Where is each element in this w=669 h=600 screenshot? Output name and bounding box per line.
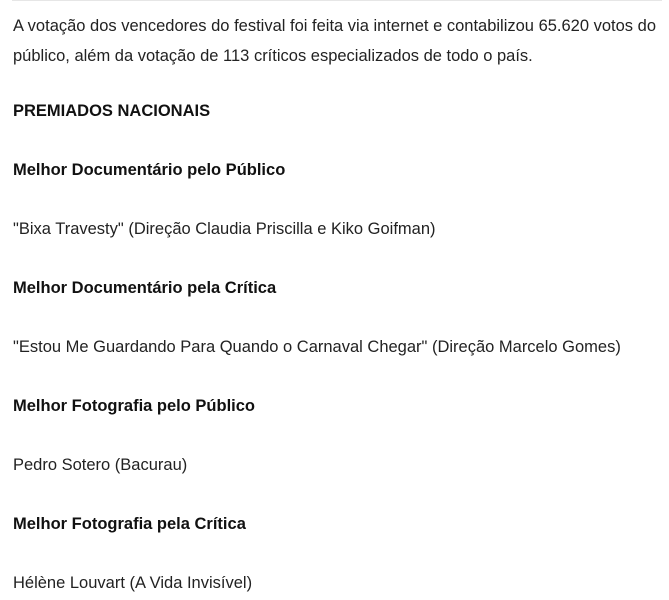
top-divider: [12, 0, 662, 1]
section-title: PREMIADOS NACIONAIS: [13, 102, 211, 120]
award-category: Melhor Documentário pela Crítica: [13, 279, 277, 297]
award-winner: Pedro Sotero (Bacurau): [13, 456, 188, 474]
intro-paragraph: A votação dos vencedores do festival foi feita via internet e contabilizou 65.620 votos do público, além da votação de 113 críticos especializados de todo o país.: [13, 17, 656, 65]
award-category: Melhor Fotografia pelo Público: [13, 397, 256, 415]
article-body: [13, 11, 658, 594]
award-category: Melhor Fotografia pela Crítica: [13, 515, 246, 533]
award-winner: Hélène Louvart (A Vida Invisível): [13, 574, 253, 592]
award-category: Melhor Documentário pelo Público: [13, 161, 286, 179]
award-winner: "Bixa Travesty" (Direção Claudia Priscilla e Kiko Goifman): [13, 220, 436, 238]
award-winner: "Estou Me Guardando Para Quando o Carnaval Chegar" (Direção Marcelo Gomes): [13, 338, 621, 356]
